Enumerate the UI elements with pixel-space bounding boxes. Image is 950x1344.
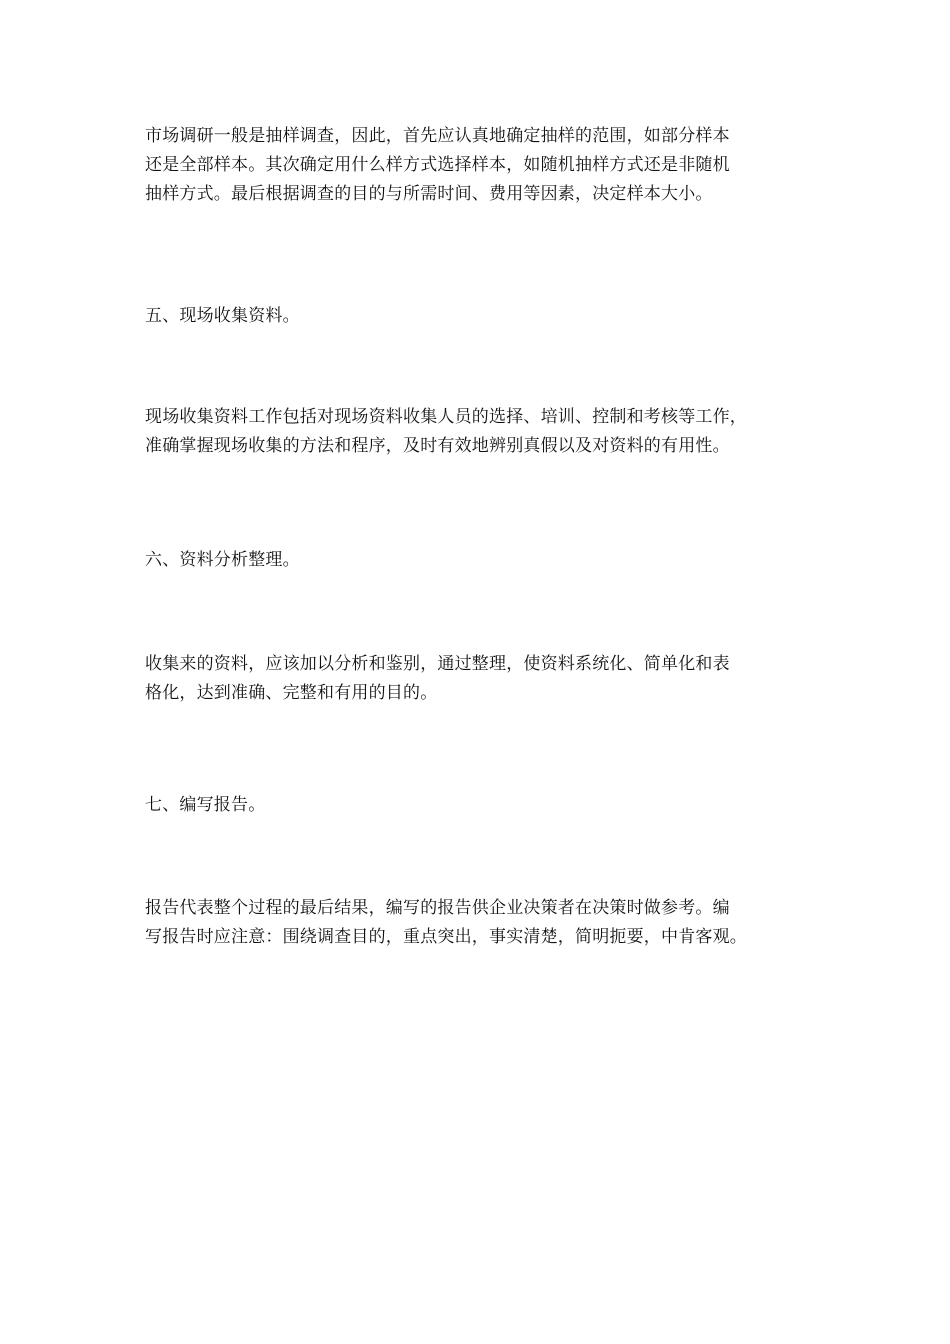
paragraph-sampling-scope [145, 122, 813, 209]
section-heading-field-collection [145, 302, 813, 331]
text-line: 写报告时应注意：围绕调查目的，重点突出，事实清楚，简明扼要，中肯客观。 [145, 927, 747, 947]
paragraph-data-analysis [145, 650, 813, 708]
section-heading-report-writing [145, 791, 813, 820]
text-line: 格化，达到准确、完整和有用的目的。 [145, 683, 438, 703]
text-line: 现场收集资料工作包括对现场资料收集人员的选择、培训、控制和考核等工作， [145, 407, 747, 427]
text-line: 报告代表整个过程的最后结果，编写的报告供企业决策者在决策时做参考。编 [145, 898, 730, 918]
heading-text: 七、编写报告。 [145, 795, 266, 815]
paragraph-field-collection [145, 403, 813, 461]
text-line: 准确掌握现场收集的方法和程序，及时有效地辨别真假以及对资料的有用性。 [145, 436, 730, 456]
paragraph-report-writing [145, 894, 813, 952]
text-line: 抽样方式。最后根据调查的目的与所需时间、费用等因素，决定样本大小。 [145, 184, 713, 204]
text-line: 收集来的资料，应该加以分析和鉴别，通过整理，使资料系统化、简单化和表 [145, 654, 730, 674]
section-heading-data-analysis [145, 546, 813, 575]
heading-text: 六、资料分析整理。 [145, 550, 300, 570]
heading-text: 五、现场收集资料。 [145, 306, 300, 326]
text-line: 市场调研一般是抽样调查，因此，首先应认真地确定抽样的范围，如部分样本 [145, 126, 730, 146]
text-line: 还是全部样本。其次确定用什么样方式选择样本，如随机抽样方式还是非随机 [145, 155, 730, 175]
